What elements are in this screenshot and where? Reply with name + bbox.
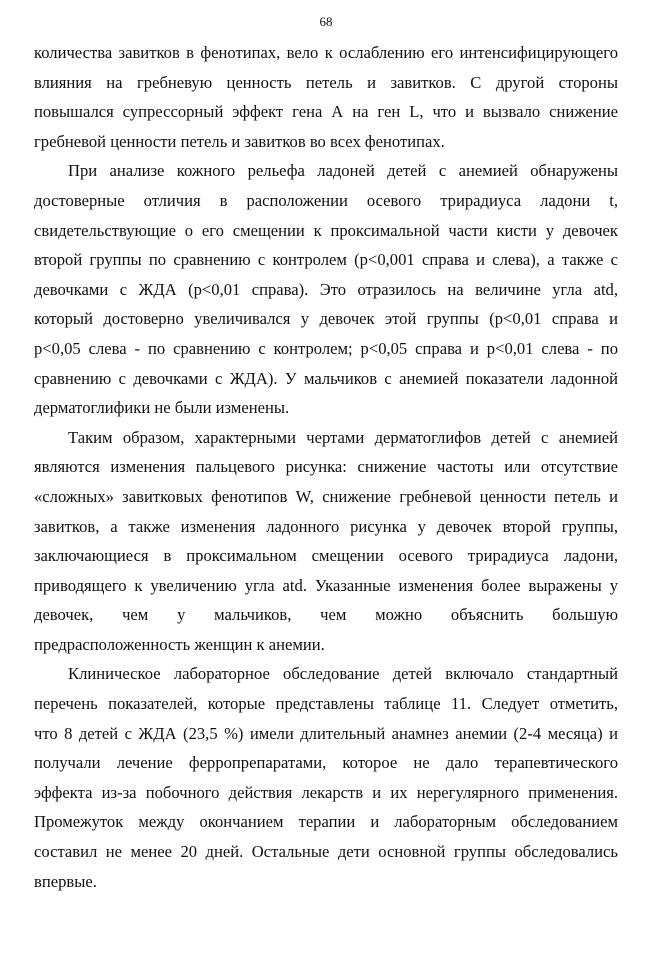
- text-line: заключающиеся в проксимальном смещении осевого трирадиуса ладони,: [34, 546, 618, 566]
- text-line: приводящего к увеличению угла atd. Указанные изменения более выражены у: [34, 575, 618, 595]
- text-line: эффекта из-за побочного действия лекарств и их нерегулярного применения.: [34, 782, 618, 802]
- text-line: достоверные отличия в расположении осевого трирадиуса ладони t,: [34, 190, 618, 210]
- text-line: гребневой ценности петель и завитков во всех фенотипах.: [34, 131, 445, 151]
- text-line: являются изменения пальцевого рисунка: снижение частоты или отсутствие: [34, 457, 618, 477]
- text-line: повышался супрессорный эффект гена А на ген L, что и вызвало снижение: [34, 102, 618, 122]
- paragraph: [34, 38, 618, 156]
- paragraph: [34, 423, 618, 660]
- text-line: впервые.: [34, 871, 97, 891]
- text-line: Таким образом, характерными чертами дерматоглифов детей с анемией: [68, 427, 618, 447]
- text-line: Клиническое лабораторное обследование детей включало стандартный: [68, 664, 618, 684]
- text-line: что 8 детей с ЖДА (23,5 %) имели длительный анамнез анемии (2-4 месяца) и: [34, 723, 618, 743]
- text-line: девочек, чем у мальчиков, чем можно объяснить большую: [34, 605, 618, 625]
- text-line: сравнению с девочками с ЖДА). У мальчиков с анемией показатели ладонной: [34, 368, 618, 388]
- text-line: p<0,05 слева - по сравнению с контролем; p<0,05 справа и p<0,01 слева - по: [34, 338, 618, 358]
- text-line: При анализе кожного рельефа ладоней детей с анемией обнаружены: [68, 161, 618, 181]
- text-line: завитков, а также изменения ладонного рисунка у девочек второй группы,: [34, 516, 618, 536]
- text-line: Промежуток между окончанием терапии и лабораторным обследованием: [34, 812, 618, 832]
- body-text: [34, 38, 618, 896]
- text-line: количества завитков в фенотипах, вело к ослаблению его интенсифицирующего: [34, 43, 618, 62]
- text-line: получали лечение ферропрепаратами, которое не дало терапевтического: [34, 753, 618, 773]
- text-line: «сложных» завитковых фенотипов W, снижение гребневой ценности петель и: [34, 486, 618, 506]
- text-line: второй группы по сравнению с контролем (p<0,001 справа и слева), а также с: [34, 250, 618, 270]
- text-line: предрасположенность женщин к анемии.: [34, 634, 325, 654]
- text-line: свидетельствующие о его смещении к проксимальной части кисти у девочек: [34, 220, 618, 240]
- paragraph: [34, 156, 618, 422]
- text-line: составил не менее 20 дней. Остальные дети основной группы обследовались: [34, 842, 618, 862]
- text-line: дерматоглифики не были изменены.: [34, 398, 290, 418]
- page-number: 68: [319, 14, 333, 29]
- text-line: перечень показателей, которые представлены таблице 11. Следует отметить,: [34, 694, 618, 714]
- text-line: который достоверно увеличивался у девочек этой группы (p<0,01 справа и: [34, 309, 618, 329]
- paragraph: [34, 659, 618, 896]
- text-line: влияния на гребневую ценность петель и завитков. С другой стороны: [34, 72, 618, 92]
- text-line: девочками с ЖДА (p<0,01 справа). Это отразилось на величине угла atd,: [34, 279, 618, 299]
